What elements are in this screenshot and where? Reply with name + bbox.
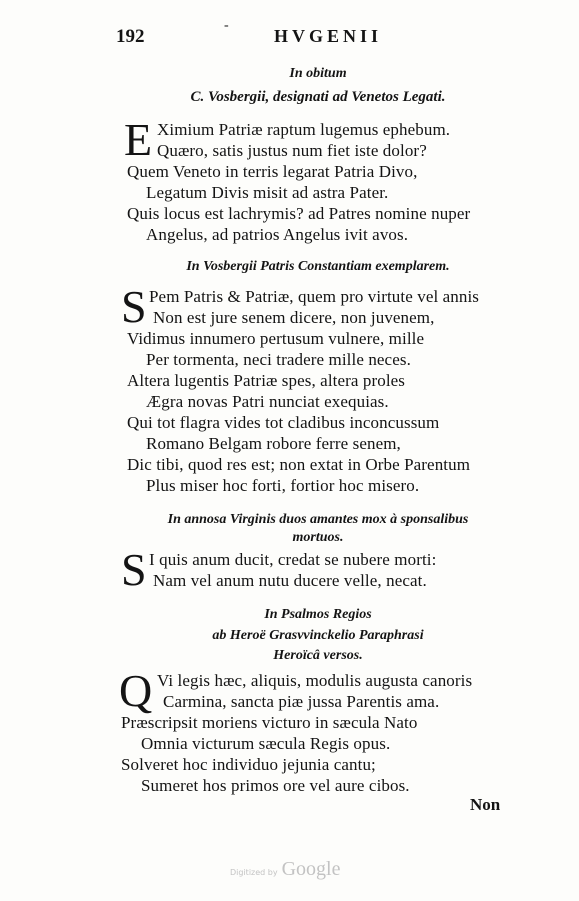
poem-1-line-5: Quis locus est lachrymis? ad Patres nomine nuper [127, 204, 471, 223]
poem-1-heading-line-2: C. Vosbergii, designati ad Venetos Legati. [190, 89, 446, 105]
poem-2-line-7: Qui tot flagra vides tot cladibus inconcussum [127, 413, 440, 432]
poem-1-line-1: Ximium Patriæ raptum lugemus ephebum. [157, 120, 451, 139]
poem-2-line-6: Ægra novas Patri nunciat exequias. [146, 392, 389, 411]
poem-1-line-3: Quem Veneto in terris legarat Patria Divo, [127, 162, 418, 181]
poem-4-line-1: Vi legis hæc, aliquis, modulis augusta canoris [157, 671, 473, 690]
poem-3-dropcap: S [121, 544, 147, 595]
poem-1-line-2: Quæro, satis justus num fiet iste dolor? [157, 141, 427, 160]
running-title: HVGENII [274, 26, 383, 46]
head-mark: - [224, 18, 229, 33]
poem-2-line-1: Pem Patris & Patriæ, quem pro virtute vel annis [149, 287, 480, 306]
poem-4-dropcap: Q [119, 665, 153, 716]
page-number: 192 [116, 26, 145, 47]
poem-4-heading-line-2: ab Heroë Grasvvinckelio Paraphrasi [212, 628, 424, 643]
running-head [116, 18, 516, 50]
poem-1-line-6: Angelus, ad patrios Angelus ivit avos. [146, 225, 409, 244]
poem-1-line-4: Legatum Divis misit ad astra Pater. [146, 183, 389, 202]
poem-1-dropcap: E [124, 114, 153, 165]
digitized-watermark [230, 858, 341, 881]
poem-2-line-10: Plus miser hoc forti, fortior hoc misero. [146, 476, 420, 495]
poem-3-line-1: I quis anum ducit, credat se nubere morti: [149, 550, 437, 569]
poem-4-line-2: Carmina, sancta piæ jussa Parentis ama. [163, 692, 440, 711]
poem-4-line-4: Omnia victurum sæcula Regis opus. [141, 734, 391, 753]
catchword: Non [470, 795, 501, 814]
poem-2-line-4: Per tormenta, neci tradere mille neces. [146, 350, 411, 369]
poem-2-line-8: Romano Belgam robore ferre senem, [146, 434, 401, 453]
poem-2-heading: In Vosbergii Patris Constantiam exemplarem. [186, 259, 450, 274]
poem-4-line-3: Præscripsit moriens victuro in sæcula Nato [121, 713, 418, 732]
poem-2-line-5: Altera lugentis Patriæ spes, altera proles [127, 371, 406, 390]
poem-3-heading-line-2: mortuos. [292, 530, 344, 545]
watermark-prefix: Digitized by [230, 868, 278, 877]
poem-4-heading-line-3: Heroïcâ versos. [273, 648, 363, 663]
poem-2-line-9: Dic tibi, quod res est; non extat in Orbe Parentum [127, 455, 471, 474]
poem-3-line-2: Nam vel anum nutu ducere velle, necat. [153, 571, 427, 590]
poem-1-heading-line-1: In obitum [289, 66, 347, 81]
poem-3-heading-line-1: In annosa Virginis duos amantes mox à sponsalibus [167, 512, 469, 527]
poem-4-heading-line-1: In Psalmos Regios [264, 607, 372, 622]
poem-2-line-2: Non est jure senem dicere, non juvenem, [153, 308, 435, 327]
poem-4-line-5: Solveret hoc individuo jejunia cantu; [121, 755, 376, 774]
google-logo: Google [281, 858, 341, 880]
poem-4-line-6: Sumeret hos primos ore vel aure cibos. [141, 776, 410, 795]
poem-2-line-3: Vidimus innumero pertusum vulnere, mille [127, 329, 425, 348]
poem-2-dropcap: S [121, 281, 147, 332]
